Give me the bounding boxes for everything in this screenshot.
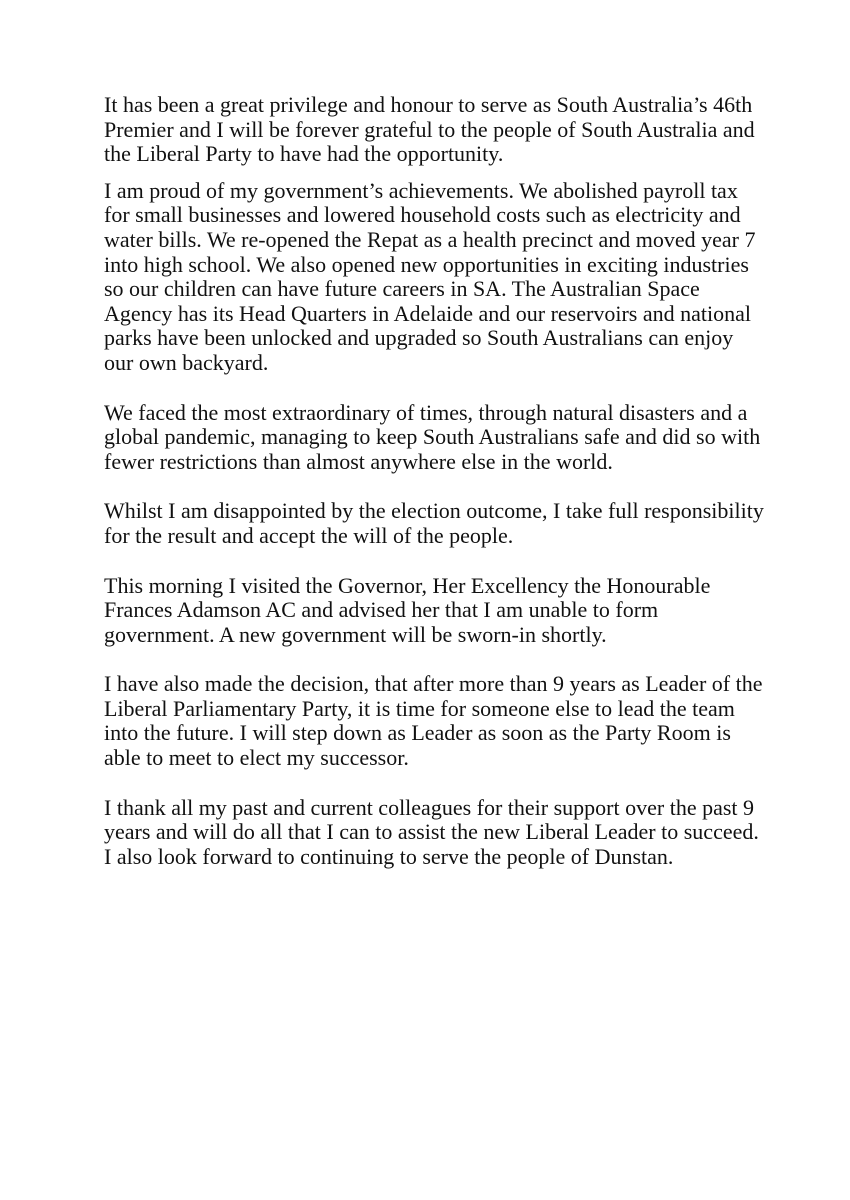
- paragraph-extraordinary-times: We faced the most extraordinary of times, through natural disasters and a global pandemic, managing to keep South Australians safe and did so with fewer restrictions than almost anywhere else in the world.: [104, 399, 761, 474]
- paragraph-governor-visit: This morning I visited the Governor, Her Excellency the Honourable Frances Adamson AC and advised her that I am unable to form government. A new government will be sworn-in shortly.: [104, 572, 711, 647]
- statement-body: [104, 93, 764, 869]
- paragraph-election-outcome: Whilst I am disappointed by the election outcome, I take full responsibility for the result and accept the will of the people.: [104, 498, 764, 548]
- paragraph-premier-privilege: It has been a great privilege and honour to serve as South Australia’s 46th Premier and I will be forever grateful to the people of South Australia and the Liberal Party to have had the opportunity.: [104, 92, 755, 167]
- paragraph-government-achievements: I am proud of my government’s achievements. We abolished payroll tax for small businesses and lowered household costs such as electricity and water bills. We re-opened the Repat as a health precinct and moved year 7 into high school. We also opened new opportunities in exciting industries so our children can have future careers in SA. The Australian Space Agency has its Head Quarters in Adelaide and our reservoirs and national parks have been unlocked and upgraded so South Australians can enjoy our own backyard.: [104, 177, 756, 375]
- paragraph-thanks-colleagues: I thank all my past and current colleagues for their support over the past 9 years and will do all that I can to assist the new Liberal Leader to succeed. I also look forward to continuing to serve the people of Dunstan.: [104, 794, 759, 869]
- paragraph-step-down-decision: I have also made the decision, that after more than 9 years as Leader of the Liberal Parliamentary Party, it is time for someone else to lead the team into the future. I will step down as Leader as soon as the Party Room is able to meet to elect my successor.: [104, 671, 763, 771]
